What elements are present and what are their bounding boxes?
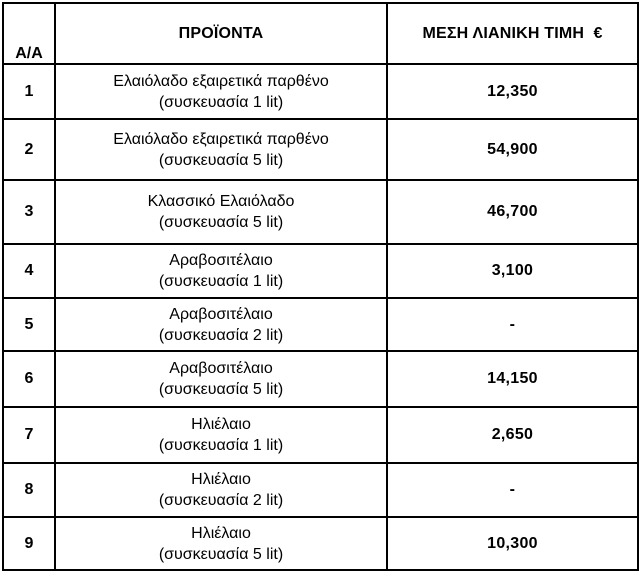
price-cell: 2,650 xyxy=(387,407,638,463)
product-package: (συσκευασία 1 lit) xyxy=(158,93,284,111)
table-row xyxy=(3,119,638,180)
product-package: (συσκευασία 2 lit) xyxy=(158,492,284,509)
product-name: Αραβοσιτέλαιο xyxy=(169,360,273,377)
product-package: (συσκευασία 5 lit) xyxy=(158,214,284,231)
product-package: (συσκευασία 1 lit) xyxy=(158,437,284,454)
product-cell xyxy=(55,180,387,244)
product-name: Αραβοσιτέλαιο xyxy=(169,252,273,269)
product-cell xyxy=(55,407,387,463)
product-cell xyxy=(55,463,387,517)
product-package: (συσκευασία 2 lit) xyxy=(158,326,284,344)
row-number: 7 xyxy=(3,407,55,463)
price-cell: - xyxy=(387,463,638,517)
row-number: 6 xyxy=(3,351,55,407)
table-row xyxy=(3,244,638,298)
product-cell xyxy=(55,64,387,119)
row-number: 4 xyxy=(3,244,55,298)
header-row xyxy=(3,3,638,64)
product-cell xyxy=(55,351,387,407)
table-row xyxy=(3,180,638,244)
row-number: 1 xyxy=(3,64,55,119)
header-products: ΠΡΟΪΟΝΤΑ xyxy=(55,3,387,64)
price-cell: 46,700 xyxy=(387,180,638,244)
price-cell: 10,300 xyxy=(387,517,638,570)
table-row xyxy=(3,463,638,517)
product-name: Αραβοσιτέλαιο xyxy=(169,305,273,323)
product-package: (συσκευασία 5 lit) xyxy=(158,545,284,563)
product-cell xyxy=(55,119,387,180)
product-name: Ελαιόλαδο εξαιρετικά παρθένο xyxy=(113,72,329,90)
price-cell: 3,100 xyxy=(387,244,638,298)
row-number: 5 xyxy=(3,298,55,351)
product-package: (συσκευασία 1 lit) xyxy=(158,273,284,290)
header-mean-retail-price: ΜΕΣΗ ΛΙΑΝΙΚΗ ΤΙΜΗ € xyxy=(387,3,638,64)
price-table-container xyxy=(2,2,639,571)
product-cell xyxy=(55,298,387,351)
header-aa: Α/Α xyxy=(3,3,55,64)
table-row xyxy=(3,351,638,407)
product-package: (συσκευασία 5 lit) xyxy=(158,151,284,169)
product-name: Ελαιόλαδο εξαιρετικά παρθένο xyxy=(113,130,329,148)
product-cell xyxy=(55,244,387,298)
row-number: 8 xyxy=(3,463,55,517)
price-cell: - xyxy=(387,298,638,351)
product-name: Κλασσικό Ελαιόλαδο xyxy=(147,193,295,210)
price-cell: 54,900 xyxy=(387,119,638,180)
table-row xyxy=(3,298,638,351)
price-cell: 14,150 xyxy=(387,351,638,407)
table-row xyxy=(3,517,638,570)
product-package: (συσκευασία 5 lit) xyxy=(158,381,284,398)
price-table xyxy=(2,2,639,571)
product-name: Ηλιέλαιο xyxy=(191,471,251,488)
product-name: Ηλιέλαιο xyxy=(191,416,251,433)
price-cell: 12,350 xyxy=(387,64,638,119)
product-cell xyxy=(55,517,387,570)
row-number: 2 xyxy=(3,119,55,180)
product-name: Ηλιέλαιο xyxy=(191,524,251,542)
table-row xyxy=(3,407,638,463)
row-number: 9 xyxy=(3,517,55,570)
row-number: 3 xyxy=(3,180,55,244)
table-row xyxy=(3,64,638,119)
